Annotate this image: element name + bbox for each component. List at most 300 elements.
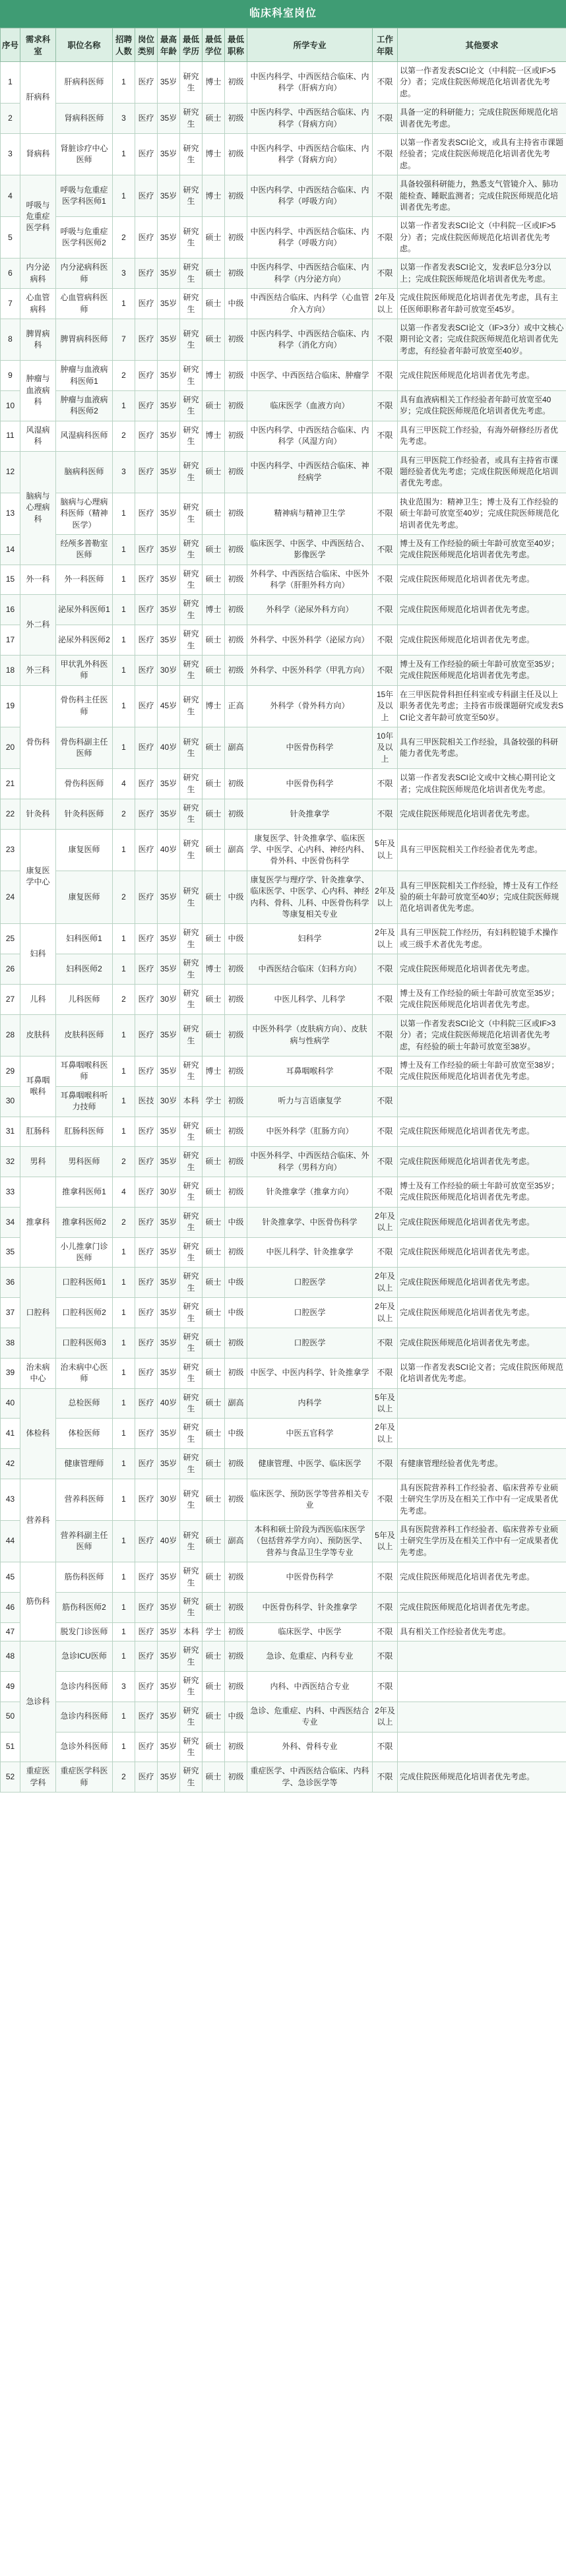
major-cell: 中医骨伤科学: [247, 1562, 373, 1593]
department-cell: 口腔科: [20, 1268, 56, 1358]
department-cell: 脑病与心理病科: [20, 451, 56, 565]
requirements-cell: 完成住院医师规范化培训者优先考虑。: [398, 565, 566, 595]
position-cell: 心血管病科医师: [56, 289, 113, 319]
position-cell: 急诊内科医师: [56, 1671, 113, 1702]
table-row: [1, 451, 566, 493]
experience-cell: 5年及以上: [373, 829, 398, 871]
position-cell: 甲状乳外科医师: [56, 656, 113, 686]
table-row: [1, 1622, 566, 1641]
category-cell: 医疗: [135, 1622, 158, 1641]
title-cell: 初级: [225, 1762, 247, 1793]
table-row: [1, 1419, 566, 1449]
major-cell: 中医内科学、中西医结合临床、内科学（肾病方向）: [247, 104, 373, 134]
title-cell: 初级: [225, 769, 247, 799]
requirements-cell: 博士及有工作经验的硕士年龄可放宽至40岁；完成住院医师规范化培训者优先考虑。: [398, 534, 566, 565]
seq-cell: 10: [1, 390, 20, 421]
headcount-cell: 1: [113, 1056, 135, 1086]
category-cell: 医疗: [135, 319, 158, 361]
age-cell: 35岁: [158, 289, 180, 319]
experience-cell: 不限: [373, 656, 398, 686]
degree-cell: 硕士: [203, 1147, 225, 1177]
major-cell: 中医内科学、中西医结合临床、神经病学: [247, 451, 373, 493]
education-cell: 研究生: [180, 656, 203, 686]
experience-cell: 不限: [373, 1014, 398, 1056]
position-cell: 肾脏诊疗中心医师: [56, 133, 113, 175]
table-row: [1, 985, 566, 1015]
requirements-cell: 具备较强科研能力，熟悉支气管镜介入、肺功能检查、睡眠监测者；完成住院医师规范化培训者优先考虑。: [398, 175, 566, 217]
major-cell: 听力与言语康复学: [247, 1086, 373, 1117]
department-cell: 推拿科: [20, 1177, 56, 1268]
seq-cell: 3: [1, 133, 20, 175]
education-cell: 研究生: [180, 175, 203, 217]
seq-cell: 25: [1, 924, 20, 954]
position-cell: 脑病科医师: [56, 451, 113, 493]
table-row: [1, 829, 566, 871]
department-cell: 心血管病科: [20, 289, 56, 319]
headcount-cell: 1: [113, 390, 135, 421]
seq-cell: 15: [1, 565, 20, 595]
age-cell: 40岁: [158, 1388, 180, 1419]
seq-cell: 34: [1, 1207, 20, 1237]
table-row: [1, 289, 566, 319]
major-cell: 中医五官科学: [247, 1419, 373, 1449]
major-cell: 中医学、中医内科学、针灸推拿学: [247, 1358, 373, 1388]
education-cell: 研究生: [180, 1177, 203, 1208]
experience-cell: 2年及以上: [373, 1298, 398, 1328]
table-row: [1, 1762, 566, 1793]
age-cell: 35岁: [158, 1562, 180, 1593]
degree-cell: 硕士: [203, 1593, 225, 1623]
degree-cell: 硕士: [203, 1671, 225, 1702]
title-cell: 初级: [225, 1086, 247, 1117]
header-cell: 序号: [1, 28, 20, 62]
category-cell: 医疗: [135, 799, 158, 829]
major-cell: 临床医学、中医学、中西医结合、影像医学: [247, 534, 373, 565]
age-cell: 35岁: [158, 1328, 180, 1358]
category-cell: 医疗: [135, 175, 158, 217]
requirements-cell: 完成住院医师规范化培训者优先考虑。: [398, 1298, 566, 1328]
table-row: [1, 954, 566, 985]
age-cell: 35岁: [158, 1358, 180, 1388]
title-cell: 副高: [225, 1388, 247, 1419]
experience-cell: 不限: [373, 1086, 398, 1117]
education-cell: 研究生: [180, 1521, 203, 1562]
major-cell: 口腔医学: [247, 1328, 373, 1358]
department-cell: 针灸科: [20, 799, 56, 829]
education-cell: 研究生: [180, 493, 203, 534]
department-cell: 肾病科: [20, 133, 56, 175]
major-cell: 外科学、中西医结合临床、中医外科学（肝胆外科方向）: [247, 565, 373, 595]
requirements-cell: 以第一作者发表SCI论文者；完成住院医师规范化培训者优先考虑。: [398, 1358, 566, 1388]
degree-cell: 博士: [203, 133, 225, 175]
seq-cell: 2: [1, 104, 20, 134]
seq-cell: 22: [1, 799, 20, 829]
table-row: [1, 1732, 566, 1762]
degree-cell: 硕士: [203, 799, 225, 829]
jobs-table: [0, 28, 566, 1793]
age-cell: 35岁: [158, 175, 180, 217]
seq-cell: 5: [1, 217, 20, 259]
major-cell: 中医内科学、中西医结合临床、内科学（肾病方向）: [247, 133, 373, 175]
major-cell: 中医内科学、中西医结合临床、内科学（消化方向）: [247, 319, 373, 361]
experience-cell: 不限: [373, 133, 398, 175]
experience-cell: 不限: [373, 493, 398, 534]
education-cell: 本科: [180, 1622, 203, 1641]
seq-cell: 19: [1, 685, 20, 727]
headcount-cell: 1: [113, 1732, 135, 1762]
headcount-cell: 1: [113, 133, 135, 175]
department-cell: 外一科: [20, 565, 56, 595]
degree-cell: 硕士: [203, 985, 225, 1015]
category-cell: 医疗: [135, 390, 158, 421]
title-cell: 初级: [225, 625, 247, 656]
position-cell: 营养科医师: [56, 1479, 113, 1520]
seq-cell: 29: [1, 1056, 20, 1086]
experience-cell: 不限: [373, 175, 398, 217]
table-row: [1, 1671, 566, 1702]
title-cell: 初级: [225, 133, 247, 175]
department-cell: 男科: [20, 1147, 56, 1177]
seq-cell: 12: [1, 451, 20, 493]
age-cell: 35岁: [158, 799, 180, 829]
education-cell: 研究生: [180, 1671, 203, 1702]
position-cell: 经颅多普勒室医师: [56, 534, 113, 565]
degree-cell: 硕士: [203, 259, 225, 289]
age-cell: 35岁: [158, 1298, 180, 1328]
major-cell: 中医骨伤科学: [247, 727, 373, 768]
headcount-cell: 1: [113, 1562, 135, 1593]
requirements-cell: 完成住院医师规范化培训者优先考虑。: [398, 1593, 566, 1623]
title-cell: 初级: [225, 1237, 247, 1268]
department-cell: 呼吸与危重症医学科: [20, 175, 56, 259]
requirements-cell: 博士及有工作经验的硕士年龄可放宽至38岁；完成住院医师规范化培训者优先考虑。: [398, 1056, 566, 1086]
education-cell: 研究生: [180, 1268, 203, 1298]
table-row: [1, 727, 566, 768]
requirements-cell: 博士及有工作经验的硕士年龄可放宽至35岁；完成住院医师规范化培训者优先考虑。: [398, 1177, 566, 1208]
age-cell: 35岁: [158, 1762, 180, 1793]
category-cell: 医疗: [135, 1237, 158, 1268]
seq-cell: 36: [1, 1268, 20, 1298]
department-cell: 骨伤科: [20, 685, 56, 799]
education-cell: 研究生: [180, 289, 203, 319]
table-row: [1, 361, 566, 391]
headcount-cell: 1: [113, 1521, 135, 1562]
seq-cell: 9: [1, 361, 20, 391]
position-cell: 康复医师: [56, 829, 113, 871]
category-cell: 医疗: [135, 1014, 158, 1056]
education-cell: 研究生: [180, 390, 203, 421]
requirements-cell: 完成住院医师规范化培训者优先考虑。: [398, 1237, 566, 1268]
experience-cell: 2年及以上: [373, 871, 398, 924]
requirements-cell: 完成住院医师规范化培训者优先考虑。: [398, 595, 566, 625]
experience-cell: 不限: [373, 1732, 398, 1762]
category-cell: 医疗: [135, 1298, 158, 1328]
table-row: [1, 1641, 566, 1672]
degree-cell: 硕士: [203, 104, 225, 134]
department-cell: 体检科: [20, 1388, 56, 1479]
age-cell: 35岁: [158, 361, 180, 391]
requirements-cell: 以第一作者发表SCI论文，发表IF总分3分以上；完成住院医师规范化培训者优先考虑。: [398, 259, 566, 289]
table-row: [1, 1086, 566, 1117]
major-cell: 康复医学、针灸推拿学、临床医学、中医学、心内科、神经内科、骨外科、中医骨伤科学: [247, 829, 373, 871]
position-cell: 脾胃病科医师: [56, 319, 113, 361]
position-cell: 口腔科医师3: [56, 1328, 113, 1358]
requirements-cell: 具有医院营养科工作经验者、临床营养专业硕士研究生学历及在相关工作中有一定成果者优先考虑。: [398, 1479, 566, 1520]
requirements-cell: 具有三甲医院相关工作经验，具备较强的科研能力者优先考虑。: [398, 727, 566, 768]
degree-cell: 硕士: [203, 625, 225, 656]
position-cell: 妇科医师1: [56, 924, 113, 954]
position-cell: 外一科医师: [56, 565, 113, 595]
education-cell: 研究生: [180, 451, 203, 493]
major-cell: 口腔医学: [247, 1298, 373, 1328]
header-cell: 最高年龄: [158, 28, 180, 62]
age-cell: 35岁: [158, 1207, 180, 1237]
education-cell: 研究生: [180, 769, 203, 799]
category-cell: 医疗: [135, 1177, 158, 1208]
category-cell: 医疗: [135, 361, 158, 391]
experience-cell: 不限: [373, 259, 398, 289]
position-cell: 康复医师: [56, 871, 113, 924]
title-cell: 初级: [225, 1147, 247, 1177]
degree-cell: 硕士: [203, 1419, 225, 1449]
requirements-cell: 完成住院医师规范化培训者优先考虑。: [398, 625, 566, 656]
table-row: [1, 390, 566, 421]
experience-cell: 不限: [373, 62, 398, 104]
title-cell: 初级: [225, 390, 247, 421]
education-cell: 研究生: [180, 217, 203, 259]
requirements-cell: 以第一作者发表SCI论文（IF>3分）或中文核心期刊论文者；完成住院医师规范化培训者优先考虑，有经验者年龄可放宽至40岁。: [398, 319, 566, 361]
requirements-cell: 完成住院医师规范化培训者优先考虑。: [398, 1328, 566, 1358]
degree-cell: 硕士: [203, 1762, 225, 1793]
position-cell: 治未病中心医师: [56, 1358, 113, 1388]
position-cell: 肾病科医师: [56, 104, 113, 134]
education-cell: 研究生: [180, 799, 203, 829]
seq-cell: 35: [1, 1237, 20, 1268]
major-cell: 中医骨伤科学: [247, 769, 373, 799]
seq-cell: 51: [1, 1732, 20, 1762]
headcount-cell: 1: [113, 175, 135, 217]
seq-cell: 24: [1, 871, 20, 924]
age-cell: 35岁: [158, 1237, 180, 1268]
education-cell: 研究生: [180, 1562, 203, 1593]
title-cell: 中级: [225, 1268, 247, 1298]
seq-cell: 4: [1, 175, 20, 217]
degree-cell: 博士: [203, 62, 225, 104]
degree-cell: 硕士: [203, 924, 225, 954]
experience-cell: 不限: [373, 1177, 398, 1208]
major-cell: 外科学、中医外科学（泌尿方向）: [247, 625, 373, 656]
department-cell: 康复医学中心: [20, 829, 56, 924]
education-cell: 研究生: [180, 954, 203, 985]
major-cell: 外科学（骨外科方向）: [247, 685, 373, 727]
title-cell: 初级: [225, 1177, 247, 1208]
education-cell: 研究生: [180, 1593, 203, 1623]
experience-cell: 不限: [373, 534, 398, 565]
degree-cell: 硕士: [203, 451, 225, 493]
headcount-cell: 1: [113, 685, 135, 727]
category-cell: 医疗: [135, 104, 158, 134]
category-cell: 医疗: [135, 1732, 158, 1762]
experience-cell: 不限: [373, 1671, 398, 1702]
department-cell: 儿科: [20, 985, 56, 1015]
requirements-cell: 具有医院营养科工作经验者、临床营养专业硕士研究生学历及在相关工作中有一定成果者优先考虑。: [398, 1521, 566, 1562]
education-cell: 研究生: [180, 1419, 203, 1449]
age-cell: 35岁: [158, 1593, 180, 1623]
seq-cell: 11: [1, 421, 20, 451]
position-cell: 筋伤科医师: [56, 1562, 113, 1593]
table-row: [1, 1237, 566, 1268]
experience-cell: 不限: [373, 1762, 398, 1793]
degree-cell: 硕士: [203, 1732, 225, 1762]
headcount-cell: 1: [113, 625, 135, 656]
major-cell: 中医外科学（肛肠方向）: [247, 1117, 373, 1147]
experience-cell: 不限: [373, 217, 398, 259]
header-cell: 其他要求: [398, 28, 566, 62]
age-cell: 40岁: [158, 829, 180, 871]
title-cell: 初级: [225, 1622, 247, 1641]
headcount-cell: 2: [113, 1147, 135, 1177]
headcount-cell: 1: [113, 656, 135, 686]
age-cell: 35岁: [158, 1056, 180, 1086]
table-row: [1, 656, 566, 686]
category-cell: 医疗: [135, 985, 158, 1015]
experience-cell: 不限: [373, 390, 398, 421]
major-cell: 急诊、危重症、内科、中西医结合专业: [247, 1702, 373, 1732]
requirements-cell: 有健康管理经验者优先考虑。: [398, 1449, 566, 1479]
table-row: [1, 1479, 566, 1520]
position-cell: 肝病科医师: [56, 62, 113, 104]
position-cell: 耳鼻咽喉科听力技师: [56, 1086, 113, 1117]
education-cell: 研究生: [180, 924, 203, 954]
title-cell: 中级: [225, 1207, 247, 1237]
experience-cell: 5年及以上: [373, 1521, 398, 1562]
category-cell: 医疗: [135, 1671, 158, 1702]
education-cell: 研究生: [180, 871, 203, 924]
major-cell: 本科和硕士阶段为西医临床医学（包括营养学方向）、预防医学、营养与食品卫生学等专业: [247, 1521, 373, 1562]
requirements-cell: 博士及有工作经验的硕士年龄可放宽至35岁；完成住院医师规范化培训者优先考虑。: [398, 985, 566, 1015]
position-cell: 急诊ICU医师: [56, 1641, 113, 1672]
education-cell: 研究生: [180, 1328, 203, 1358]
category-cell: 医疗: [135, 493, 158, 534]
department-cell: 筋伤科: [20, 1562, 56, 1641]
degree-cell: 硕士: [203, 1479, 225, 1520]
experience-cell: 15年及以上: [373, 685, 398, 727]
seq-cell: 18: [1, 656, 20, 686]
degree-cell: 硕士: [203, 1358, 225, 1388]
position-cell: 骨伤科主任医师: [56, 685, 113, 727]
education-cell: 研究生: [180, 829, 203, 871]
education-cell: 研究生: [180, 1388, 203, 1419]
position-cell: 急诊外科医师: [56, 1732, 113, 1762]
education-cell: 研究生: [180, 1358, 203, 1388]
department-cell: 风湿病科: [20, 421, 56, 451]
seq-cell: 33: [1, 1177, 20, 1208]
experience-cell: 2年及以上: [373, 924, 398, 954]
requirements-cell: 完成住院医师规范化培训者优先考虑。: [398, 1207, 566, 1237]
experience-cell: 2年及以上: [373, 1268, 398, 1298]
header-cell: 招聘人数: [113, 28, 135, 62]
age-cell: 35岁: [158, 1268, 180, 1298]
seq-cell: 1: [1, 62, 20, 104]
headcount-cell: 1: [113, 1641, 135, 1672]
degree-cell: 硕士: [203, 1562, 225, 1593]
position-cell: 针灸科医师: [56, 799, 113, 829]
major-cell: 中医内科学、中西医结合临床、内科学（肝病方向）: [247, 62, 373, 104]
department-cell: 外二科: [20, 595, 56, 656]
requirements-cell: 完成住院医师规范化培训者优先考虑。: [398, 1117, 566, 1147]
seq-cell: 38: [1, 1328, 20, 1358]
experience-cell: 不限: [373, 361, 398, 391]
seq-cell: 32: [1, 1147, 20, 1177]
category-cell: 医疗: [135, 871, 158, 924]
category-cell: 医疗: [135, 685, 158, 727]
position-cell: 口腔科医师1: [56, 1268, 113, 1298]
table-row: [1, 1117, 566, 1147]
title-cell: 初级: [225, 319, 247, 361]
position-cell: 儿科医师: [56, 985, 113, 1015]
position-cell: 肿瘤与血液病科医师2: [56, 390, 113, 421]
category-cell: 医疗: [135, 1117, 158, 1147]
position-cell: 小儿推拿门诊医师: [56, 1237, 113, 1268]
position-cell: 皮肤科医师: [56, 1014, 113, 1056]
education-cell: 研究生: [180, 1732, 203, 1762]
table-row: [1, 924, 566, 954]
experience-cell: 不限: [373, 1593, 398, 1623]
header-cell: 职位名称: [56, 28, 113, 62]
age-cell: 35岁: [158, 319, 180, 361]
department-cell: 皮肤科: [20, 1014, 56, 1056]
education-cell: 研究生: [180, 1298, 203, 1328]
experience-cell: 不限: [373, 451, 398, 493]
category-cell: 医疗: [135, 954, 158, 985]
table-row: [1, 493, 566, 534]
title-cell: 副高: [225, 829, 247, 871]
table-row: [1, 133, 566, 175]
requirements-cell: [398, 1388, 566, 1419]
age-cell: 35岁: [158, 871, 180, 924]
age-cell: 35岁: [158, 390, 180, 421]
experience-cell: 不限: [373, 1641, 398, 1672]
seq-cell: 27: [1, 985, 20, 1015]
requirements-cell: [398, 1732, 566, 1762]
position-cell: 推拿科医师1: [56, 1177, 113, 1208]
major-cell: 康复医学与理疗学、针灸推拿学、临床医学、中医学、心内科、神经内科、骨科、儿科、中医骨伤科学等康复相关专业: [247, 871, 373, 924]
headcount-cell: 1: [113, 1593, 135, 1623]
degree-cell: 硕士: [203, 1702, 225, 1732]
headcount-cell: 1: [113, 727, 135, 768]
category-cell: 医疗: [135, 133, 158, 175]
headcount-cell: 1: [113, 1479, 135, 1520]
title-cell: 初级: [225, 493, 247, 534]
title-cell: 初级: [225, 62, 247, 104]
table-row: [1, 217, 566, 259]
category-cell: 医疗: [135, 829, 158, 871]
category-cell: 医疗: [135, 924, 158, 954]
header-cell: 最低学历: [180, 28, 203, 62]
major-cell: 耳鼻咽喉科学: [247, 1056, 373, 1086]
table-row: [1, 259, 566, 289]
seq-cell: 37: [1, 1298, 20, 1328]
title-cell: 初级: [225, 1328, 247, 1358]
requirements-cell: 博士及有工作经验的硕士年龄可放宽至35岁；完成住院医师规范化培训者优先考虑。: [398, 656, 566, 686]
title-cell: 初级: [225, 1732, 247, 1762]
table-row: [1, 1593, 566, 1623]
requirements-cell: 以第一作者发表SCI论文，或具有主持省市课题经验者；完成住院医师规范化培训者优先考虑。: [398, 133, 566, 175]
requirements-cell: 完成住院医师规范化培训者优先考虑。: [398, 1147, 566, 1177]
headcount-cell: 1: [113, 62, 135, 104]
degree-cell: 硕士: [203, 1388, 225, 1419]
table-row: [1, 595, 566, 625]
